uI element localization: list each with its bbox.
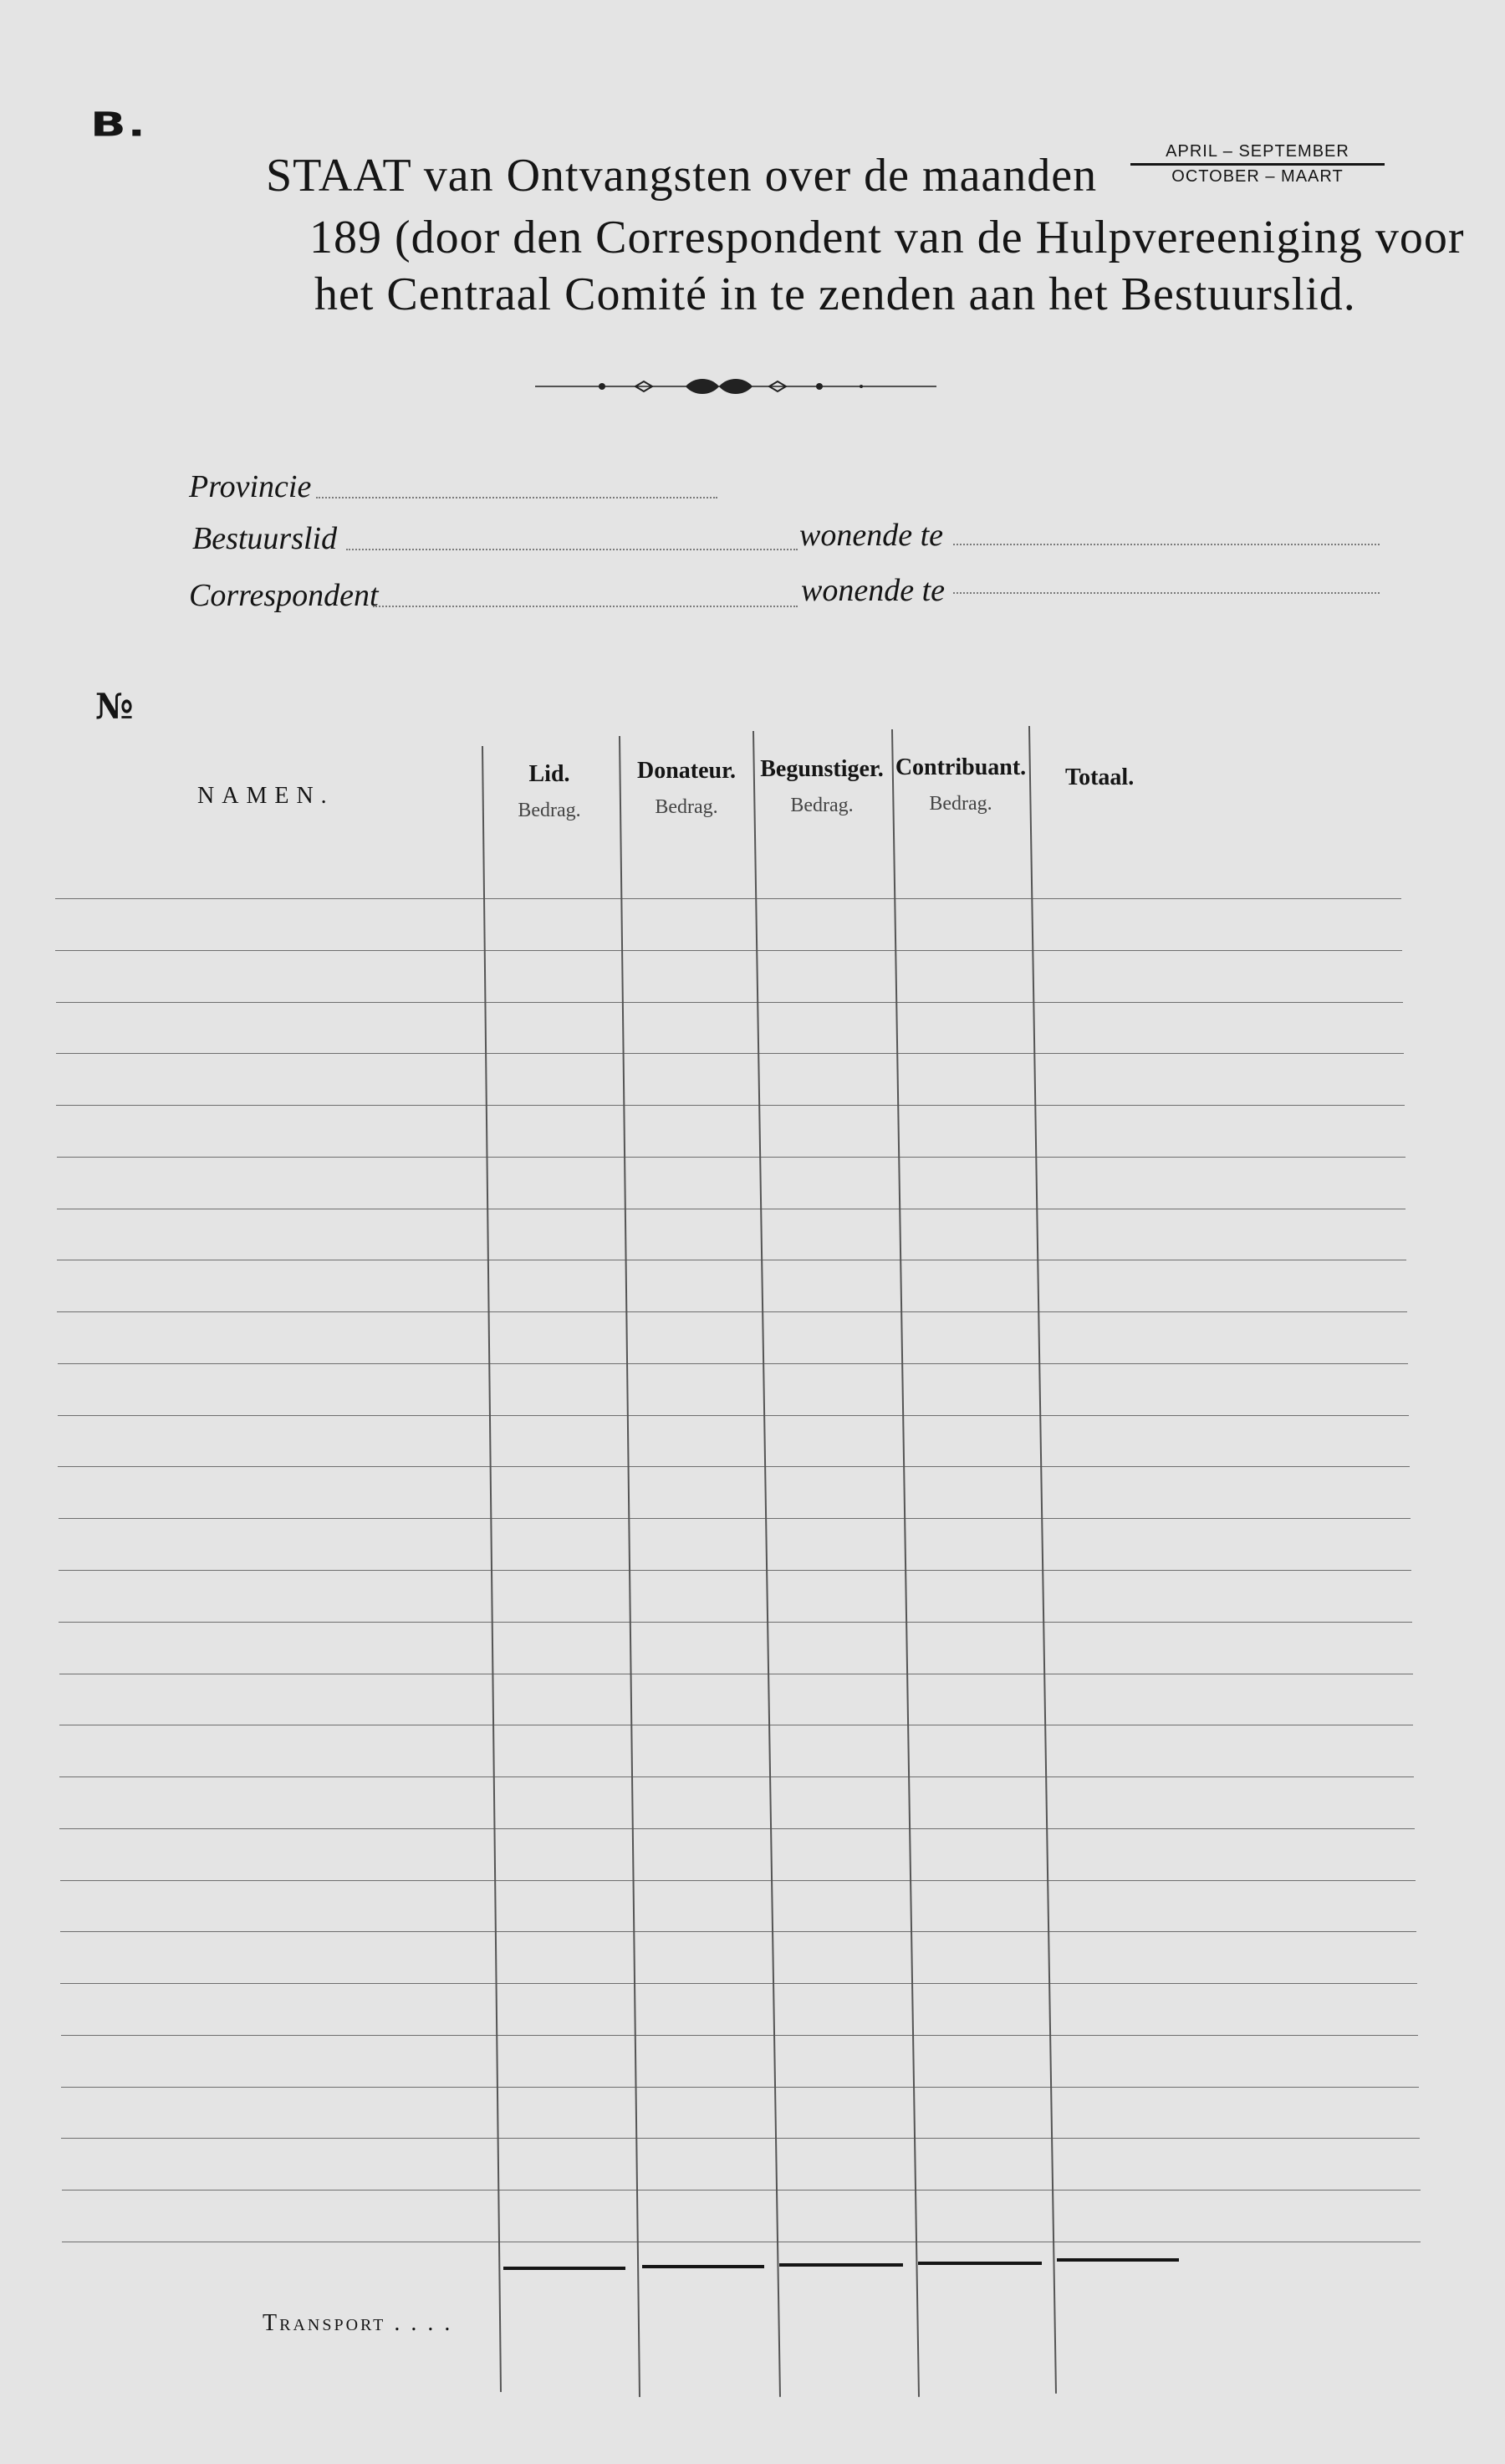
bestuurslid-label: Bestuurslid <box>192 521 338 556</box>
col-sub-lid: Bedrag. <box>518 800 581 821</box>
ledger-column-line <box>752 731 781 2397</box>
col-head-lid <box>482 761 617 822</box>
ledger-row-line <box>60 1880 1416 1881</box>
correspondent-wonende-field[interactable] <box>953 592 1380 594</box>
ledger-row-line <box>59 1776 1414 1777</box>
correspondent-field[interactable] <box>373 606 798 607</box>
ledger-row-line <box>59 1828 1415 1829</box>
ledger-column-line <box>619 736 640 2397</box>
totaal-header: Totaal. <box>1065 764 1135 790</box>
correspondent-label: Correspondent <box>189 578 379 613</box>
bestuurslid-wonende-field[interactable] <box>953 544 1380 545</box>
title-line-3: het Centraal Comité in te zenden aan het Bestuurslid. <box>314 268 1356 320</box>
col-head-donateur <box>619 758 754 819</box>
months-bottom: OCTOBER – MAART <box>1171 167 1344 186</box>
namen-header: NAMEN. <box>197 783 334 809</box>
ledger-row-line <box>56 1105 1404 1106</box>
number-sign: № <box>95 686 134 727</box>
ledger-row-line <box>62 2190 1421 2191</box>
totaal-total-bar <box>1057 2258 1179 2262</box>
lid-total-bar <box>503 2267 625 2270</box>
ledger-row-line <box>55 898 1401 899</box>
ledger-row-line <box>57 1157 1406 1158</box>
ledger-row-line <box>58 1415 1409 1416</box>
months-selector <box>1130 142 1385 187</box>
ornament-divider-icon <box>535 376 936 396</box>
ledger-row-line <box>57 1311 1407 1312</box>
contribuant-total-bar <box>918 2262 1042 2265</box>
col-sub-contribuant: Bedrag. <box>929 793 992 815</box>
ledger-row-line <box>56 1053 1404 1054</box>
col-sub-donateur: Bedrag. <box>655 796 718 818</box>
ledger-row-line <box>61 2138 1419 2139</box>
col-sub-begunstiger: Bedrag. <box>790 795 854 816</box>
col-title-contribuant: Contribuant. <box>895 754 1027 780</box>
title-line-2: 189 (door den Correspondent van de Hulpvereeniging voor <box>309 212 1465 263</box>
ledger-row-line <box>60 1931 1416 1932</box>
form-letter: B. <box>90 105 147 145</box>
ledger-column-line <box>1028 726 1057 2394</box>
col-title-donateur: Donateur. <box>637 758 736 784</box>
ledger-row-line <box>59 1518 1411 1519</box>
begunstiger-total-bar <box>779 2263 903 2267</box>
months-top: APRIL – SEPTEMBER <box>1130 142 1385 166</box>
ledger-row-line <box>59 1622 1411 1623</box>
ledger-row-line <box>58 1363 1408 1364</box>
col-head-begunstiger <box>752 756 891 817</box>
ledger-row-line <box>59 1570 1411 1571</box>
donateur-total-bar <box>642 2265 764 2268</box>
ledger-row-line <box>61 2087 1419 2088</box>
col-head-contribuant <box>891 754 1030 815</box>
col-title-lid: Lid. <box>528 761 570 787</box>
ledger-row-line <box>60 1983 1417 1984</box>
ledger-column-line <box>891 729 920 2397</box>
transport-label: Transport . . . . <box>263 2310 453 2336</box>
bestuurslid-field[interactable] <box>346 549 798 550</box>
provincie-label: Provincie <box>189 469 312 504</box>
ledger-row-line <box>56 1002 1403 1003</box>
ledger-row-line <box>58 1466 1410 1467</box>
ledger-column-line <box>482 746 502 2392</box>
ledger-row-line <box>61 2035 1418 2036</box>
wonende-label-1: wonende te <box>799 518 944 553</box>
ledger-row-line <box>55 950 1402 951</box>
wonende-label-2: wonende te <box>801 573 946 608</box>
title-line-1: STAAT van Ontvangsten over de maanden <box>266 150 1098 202</box>
provincie-field[interactable] <box>316 497 717 498</box>
col-title-begunstiger: Begunstiger. <box>760 756 884 782</box>
